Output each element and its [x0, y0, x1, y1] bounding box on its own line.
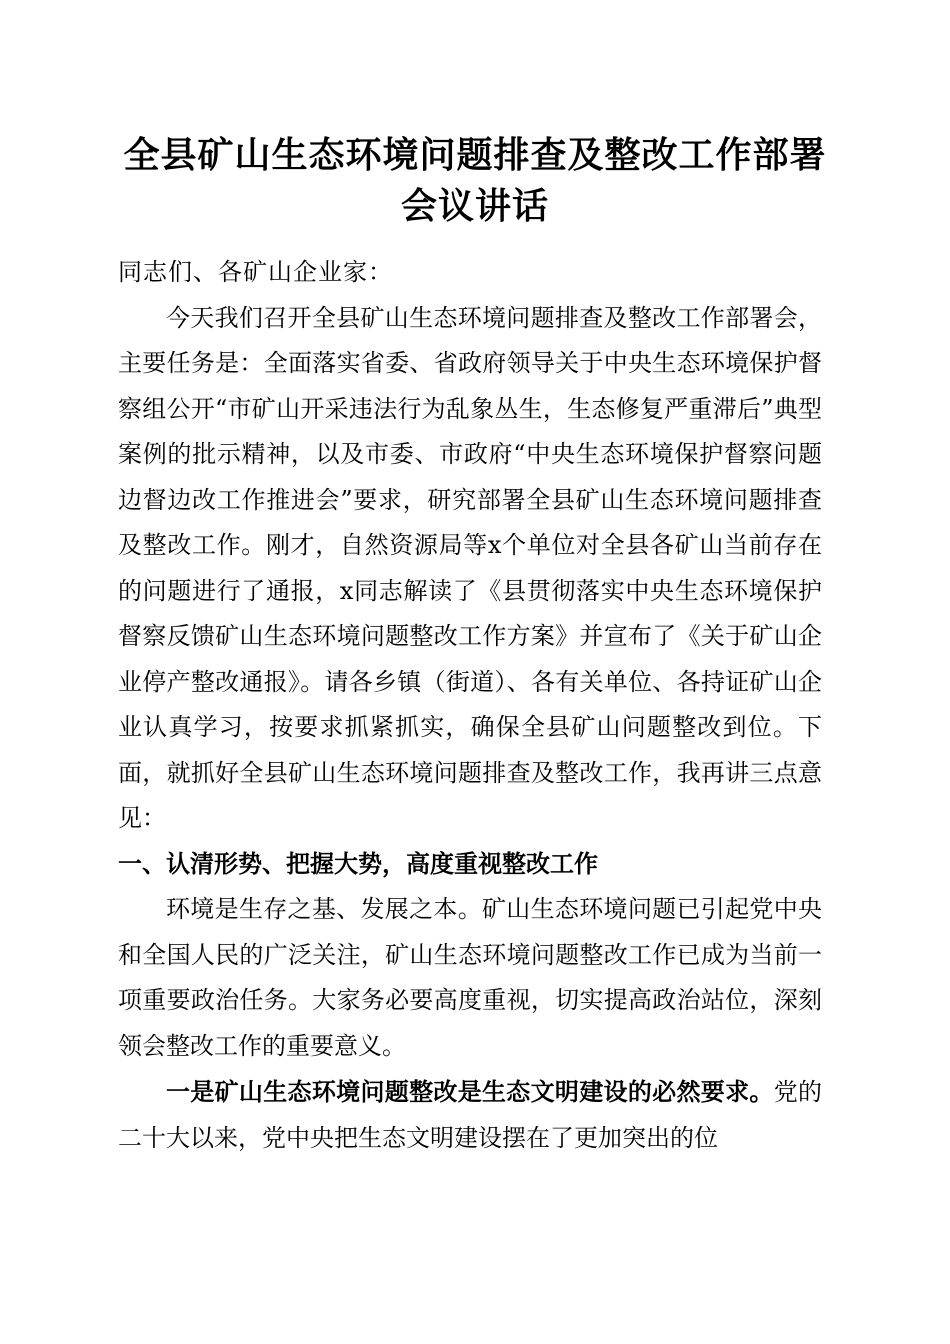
point-one-lead: 一是矿山生态环境问题整改是生态文明建设的必然要求。: [166, 1077, 774, 1106]
salutation: 同志们、各矿山企业家：: [118, 258, 393, 286]
section-paragraph: 环境是生存之基、发展之本。矿山生态环境问题已引起党中央和全国人民的广泛关注，矿山生态环境问题整改工作已成为当前一项重要政治任务。大家务必要高度重视，切实提高政治站位，深刻领会整改工作的重要意义。: [118, 895, 822, 1060]
section-heading: 一、认清形势、把握大势，高度重视整改工作: [118, 849, 598, 878]
document-body: [118, 250, 822, 1161]
point-one-text: 党的二十大以来，党中央把生态文明建设摆在了更加突出的位: [118, 1078, 823, 1152]
document-title: 全县矿山生态环境问题排查及整改工作部署会议讲话: [123, 134, 827, 227]
intro-paragraph: 今天我们召开全县矿山生态环境问题排查及整改工作部署会，主要任务是：全面落实省委、省政府领导关于中央生态环境保护督察组公开“市矿山开采违法行为乱象丛生，生态修复严重滞后”典型案例的批示精神，以及市委、市政府“中央生态环境保护督察问题边督边改工作推进会”要求，研究部署全县矿山生态环境问题排查及整改工作。刚才，自然资源局等x个单位对全县各矿山当前存在的问题进行了通报，x同志解读了《县贯彻落实中央生态环境保护督察反馈矿山生态环境问题整改工作方案》并宣布了《关于矿山企业停产整改通报》。请各乡镇（街道）、各有关单位、各持证矿山企业认真学习，按要求抓紧抓实，确保全县矿山问题整改到位。下面，就抓好全县矿山生态环境问题排查及整改工作，我再讲三点意见：: [118, 303, 822, 832]
point-one-paragraph: [118, 1069, 822, 1161]
